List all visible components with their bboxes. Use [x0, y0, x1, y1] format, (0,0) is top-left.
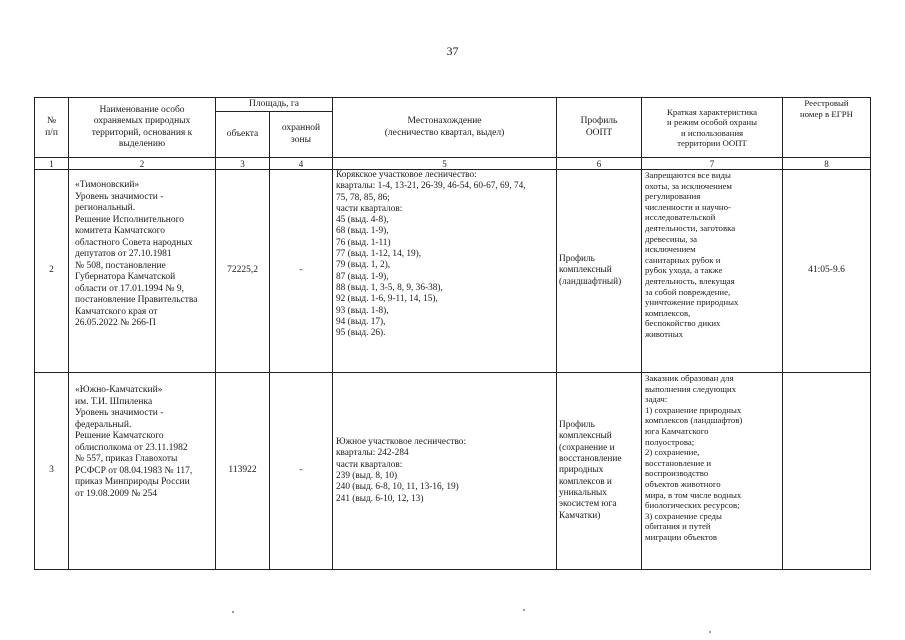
description-line: древесины, за [645, 233, 698, 244]
name-line: постановление Правительства [75, 295, 198, 305]
area-zone-value: - [270, 373, 333, 570]
location-line: части кварталов: [336, 459, 403, 470]
header-area: Площадь, га [216, 98, 333, 112]
location-line: 239 (выд. 8, 10) [336, 471, 398, 481]
name-line: Губернатора Камчатской [75, 272, 176, 282]
location-line: 68 (выд. 1-9), [336, 226, 389, 237]
location-line: 95 (выд. 26). [336, 328, 386, 339]
description-line: деятельности, заготовка [645, 222, 736, 233]
location-line: 45 (выд. 4-8), [336, 215, 389, 226]
column-number: 3 [216, 158, 270, 170]
profile-line: Камчатки) [559, 510, 601, 521]
profile-line: комплексный [559, 265, 612, 276]
profile-line: Профиль [559, 254, 595, 265]
profile-line: экосистем юга [559, 499, 617, 510]
column-number: 1 [35, 158, 69, 170]
registry-number: 41:05-9.6 [783, 170, 871, 373]
row-number: 2 [35, 170, 69, 373]
description-line: выполнения следующих [645, 383, 737, 394]
description-line: объектов животного [645, 478, 721, 489]
name-line: областного Совета народных [75, 237, 193, 248]
description-line: Запрещаются все виды [645, 170, 731, 180]
description-line: миграции объектов [645, 531, 718, 542]
profile-line: природных [559, 465, 604, 476]
description-cell [642, 170, 783, 373]
location-line: 79 (выд. 1, 2), [336, 260, 391, 271]
description-line: санитарных рубок и [645, 254, 721, 265]
description-line: рубок ухода, а также [645, 265, 723, 276]
description-line: 1) сохранение природных [645, 404, 742, 415]
profile-cell [557, 373, 642, 570]
location-line: 240 (выд. 6-8, 10, 11, 13-16, 19) [336, 482, 459, 493]
column-number: 7 [642, 158, 783, 170]
row-number: 3 [35, 373, 69, 570]
column-number: 6 [557, 158, 642, 170]
name-line: № 557, приказ Главохоты [75, 454, 178, 464]
location-line: 76 (выд. 1-11) [336, 237, 391, 248]
location-line: Корякское участковое лесничество: [336, 170, 477, 180]
location-line: Южное участковое лесничество: [336, 437, 467, 448]
name-line: депутатов от 27.10.1981 [75, 249, 172, 259]
area-object-value: 113922 [216, 373, 270, 570]
header-row [35, 98, 871, 112]
name-line: Уровень значимости - [75, 408, 164, 418]
header-area-zone: охранной зоны [270, 112, 333, 158]
location-cell [333, 170, 557, 373]
header-profile: Профиль ООПТ [557, 98, 642, 158]
description-line: полуострова; [645, 436, 695, 447]
location-line: 94 (выд. 17), [336, 316, 386, 327]
area-name-cell [69, 373, 216, 570]
description-line: обитания и путей [645, 521, 711, 532]
name-line: Уровень значимости - [75, 191, 164, 202]
name-line: Решение Исполнительного [75, 214, 185, 225]
scan-speck [523, 609, 525, 611]
location-line: кварталы: 242-284 [336, 448, 409, 459]
description-line: задач: [645, 394, 668, 405]
profile-line: (сохранение и [559, 442, 615, 453]
name-line: № 508, постановление [75, 260, 166, 271]
name-line: им. Т.И. Шпиленка [75, 396, 153, 407]
description-line: 2) сохранение, [645, 447, 700, 458]
name-line: от 19.08.2009 № 254 [75, 488, 157, 499]
profile-line: комплексов и [559, 476, 612, 487]
description-line: юга Камчатского [645, 425, 709, 436]
description-line: 3) сохранение среды [645, 510, 722, 521]
registry-number [783, 373, 871, 570]
description-line: численности и научно- [645, 201, 731, 212]
name-line: 26.05.2022 № 266-П [75, 318, 156, 328]
table-row [35, 373, 871, 570]
description-line: комплексов (ландшафтов) [645, 415, 743, 426]
column-number: 2 [69, 158, 216, 170]
column-number-row [35, 158, 871, 170]
location-line: 77 (выд. 1-12, 14, 19), [336, 249, 422, 260]
column-number: 8 [783, 158, 871, 170]
scan-speck [709, 631, 711, 633]
location-line: 241 (выд. 6-10, 12, 13) [336, 493, 424, 504]
name-line: Камчатского края от [75, 306, 158, 317]
area-zone-value: - [270, 170, 333, 373]
profile-line: (ландшафтный) [559, 276, 622, 287]
name-line: облисполкома от 23.11.1982 [75, 442, 188, 453]
name-line: «Южно-Камчатский» [75, 385, 163, 395]
description-line: исключением [645, 244, 696, 255]
profile-line: восстановление [559, 454, 622, 465]
description-line: беспокойство диких [645, 318, 721, 329]
location-line: 88 (выд. 1, 3-5, 8, 9, 36-38), [336, 282, 443, 293]
description-line: охоты, за исключением [645, 180, 733, 191]
page-number: 37 [446, 44, 459, 58]
profile-line: уникальных [559, 487, 607, 498]
location-line: кварталы: 1-4, 13-21, 26-39, 46-54, 60-67, 69, 74, [336, 181, 526, 192]
protected-areas-table [34, 97, 871, 570]
description-line: деятельность, влекущая [645, 275, 735, 286]
name-line: «Тимоновский» [75, 180, 140, 190]
location-cell [333, 373, 557, 570]
description-line: за собой повреждение, [645, 286, 731, 297]
header-description: Краткая характеристика и режим особой охраны и использования территории ООПТ [642, 98, 783, 158]
description-line: мира, в том числе водных [645, 489, 742, 500]
description-line: Заказник образован для [645, 373, 734, 383]
location-line: 92 (выд. 1-6, 9-11, 14, 15), [336, 294, 438, 305]
profile-line: комплексный [559, 431, 612, 442]
location-line: части кварталов: [336, 203, 403, 214]
name-line: приказ Минприроды России [75, 477, 190, 487]
header-name: Наименование особо охраняемых природных территорий, основания к выделению [69, 98, 216, 158]
header-num: № п/п [35, 98, 69, 158]
header-location: Местонахождение (лесничество квартал, выдел) [333, 98, 557, 158]
name-line: региональный. [75, 203, 136, 213]
area-object-value: 72225,2 [216, 170, 270, 373]
name-line: федеральный. [75, 419, 132, 430]
scan-speck [232, 611, 234, 613]
area-name-cell [69, 170, 216, 373]
description-line: регулирования [645, 191, 701, 202]
location-line: 75, 78, 85, 86; [336, 192, 390, 203]
description-line: уничтожение природных [645, 297, 739, 308]
description-line: животных [645, 328, 684, 339]
description-line: биологических ресурсов; [645, 500, 740, 511]
description-line: воспроизводство [645, 468, 709, 479]
header-registry: Реестровый номер в ЕГРН [783, 98, 871, 158]
name-line: Решение Камчатского [75, 431, 164, 441]
header-area-object: объекта [216, 112, 270, 158]
description-line: восстановление и [645, 457, 712, 468]
column-number: 4 [270, 158, 333, 170]
description-line: исследовательской [645, 212, 716, 223]
column-number: 5 [333, 158, 557, 170]
table-row [35, 170, 871, 373]
name-line: РСФСР от 08.04.1983 № 117, [75, 465, 193, 476]
profile-line: Профиль [559, 420, 595, 431]
location-line: 93 (выд. 1-8), [336, 305, 389, 316]
name-line: области от 17.01.1994 № 9, [75, 283, 184, 294]
location-line: 87 (выд. 1-9), [336, 271, 389, 282]
name-line: комитета Камчатского [75, 226, 165, 236]
description-cell [642, 373, 783, 570]
description-line: комплексов, [645, 307, 691, 318]
profile-cell [557, 170, 642, 373]
